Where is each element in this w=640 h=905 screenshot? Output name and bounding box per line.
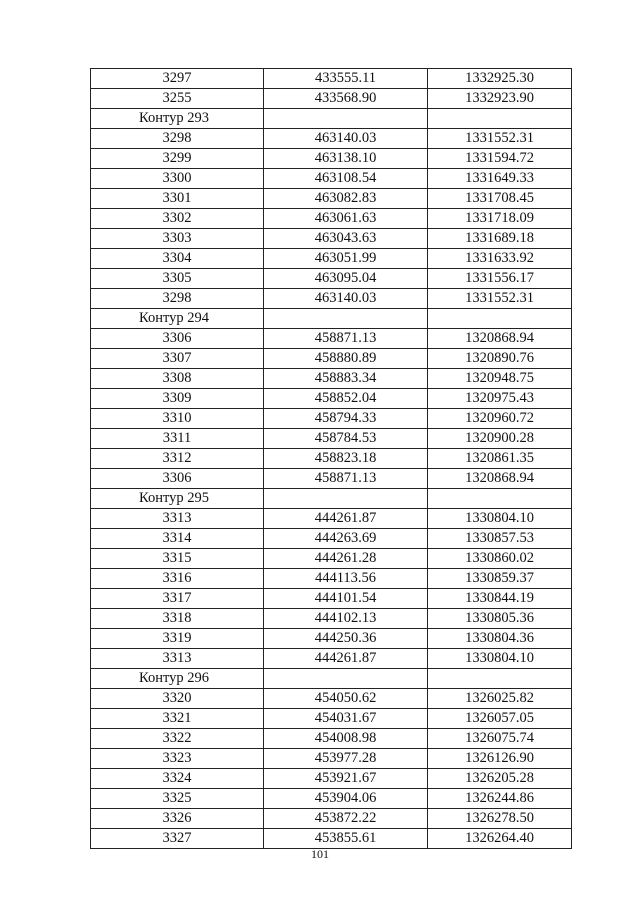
x-coordinate-cell: 458880.89 — [264, 349, 428, 369]
x-coordinate-cell: 458794.33 — [264, 409, 428, 429]
point-number-cell: 3309 — [91, 389, 264, 409]
y-coordinate-cell: 1320890.76 — [428, 349, 572, 369]
contour-label: Контур 295 — [91, 489, 264, 509]
y-coordinate-cell: 1330859.37 — [428, 569, 572, 589]
x-coordinate-cell: 458852.04 — [264, 389, 428, 409]
x-coordinate-cell: 458883.34 — [264, 369, 428, 389]
point-number-cell: 3318 — [91, 609, 264, 629]
point-number-cell: 3320 — [91, 689, 264, 709]
y-coordinate-cell: 1331708.45 — [428, 189, 572, 209]
x-coordinate-cell: 463140.03 — [264, 289, 428, 309]
x-coordinate-cell: 463061.63 — [264, 209, 428, 229]
y-coordinate-cell: 1326205.28 — [428, 769, 572, 789]
point-number-cell: 3313 — [91, 509, 264, 529]
y-coordinate-cell: 1330860.02 — [428, 549, 572, 569]
point-number-cell: 3312 — [91, 449, 264, 469]
x-coordinate-cell: 433555.11 — [264, 69, 428, 89]
y-coordinate-cell: 1320861.35 — [428, 449, 572, 469]
empty-cell — [428, 309, 572, 329]
table-row — [91, 169, 572, 189]
contour-label: Контур 294 — [91, 309, 264, 329]
table-row — [91, 829, 572, 849]
point-number-cell: 3298 — [91, 129, 264, 149]
x-coordinate-cell: 444113.56 — [264, 569, 428, 589]
table-row — [91, 429, 572, 449]
x-coordinate-cell: 453872.22 — [264, 809, 428, 829]
x-coordinate-cell: 463082.83 — [264, 189, 428, 209]
table-row — [91, 329, 572, 349]
y-coordinate-cell: 1331649.33 — [428, 169, 572, 189]
table-row — [91, 509, 572, 529]
y-coordinate-cell: 1330844.19 — [428, 589, 572, 609]
contour-header-row — [91, 669, 572, 689]
x-coordinate-cell: 454050.62 — [264, 689, 428, 709]
point-number-cell: 3299 — [91, 149, 264, 169]
table-row — [91, 529, 572, 549]
table-row — [91, 89, 572, 109]
y-coordinate-cell: 1332923.90 — [428, 89, 572, 109]
point-number-cell: 3300 — [91, 169, 264, 189]
table-row — [91, 129, 572, 149]
coordinates-table-body — [91, 69, 572, 849]
table-row — [91, 709, 572, 729]
contour-header-row — [91, 309, 572, 329]
empty-cell — [428, 489, 572, 509]
y-coordinate-cell: 1320948.75 — [428, 369, 572, 389]
point-number-cell: 3306 — [91, 329, 264, 349]
x-coordinate-cell: 454008.98 — [264, 729, 428, 749]
contour-header-row — [91, 489, 572, 509]
page-number: 101 — [311, 847, 329, 861]
point-number-cell: 3302 — [91, 209, 264, 229]
empty-cell — [428, 109, 572, 129]
table-row — [91, 729, 572, 749]
table-row — [91, 349, 572, 369]
x-coordinate-cell: 444261.87 — [264, 649, 428, 669]
point-number-cell: 3308 — [91, 369, 264, 389]
y-coordinate-cell: 1326244.86 — [428, 789, 572, 809]
y-coordinate-cell: 1326057.05 — [428, 709, 572, 729]
table-row — [91, 589, 572, 609]
table-row — [91, 569, 572, 589]
y-coordinate-cell: 1326264.40 — [428, 829, 572, 849]
x-coordinate-cell: 444261.87 — [264, 509, 428, 529]
point-number-cell: 3316 — [91, 569, 264, 589]
y-coordinate-cell: 1332925.30 — [428, 69, 572, 89]
table-row — [91, 749, 572, 769]
y-coordinate-cell: 1320960.72 — [428, 409, 572, 429]
contour-label: Контур 293 — [91, 109, 264, 129]
table-row — [91, 149, 572, 169]
point-number-cell: 3301 — [91, 189, 264, 209]
y-coordinate-cell: 1331718.09 — [428, 209, 572, 229]
x-coordinate-cell: 463051.99 — [264, 249, 428, 269]
empty-cell — [264, 109, 428, 129]
empty-cell — [264, 309, 428, 329]
x-coordinate-cell: 458823.18 — [264, 449, 428, 469]
y-coordinate-cell: 1331633.92 — [428, 249, 572, 269]
table-row — [91, 229, 572, 249]
point-number-cell: 3313 — [91, 649, 264, 669]
table-row — [91, 629, 572, 649]
y-coordinate-cell: 1326126.90 — [428, 749, 572, 769]
x-coordinate-cell: 444250.36 — [264, 629, 428, 649]
contour-header-row — [91, 109, 572, 129]
table-row — [91, 69, 572, 89]
table-row — [91, 389, 572, 409]
x-coordinate-cell: 458871.13 — [264, 329, 428, 349]
point-number-cell: 3325 — [91, 789, 264, 809]
x-coordinate-cell: 458871.13 — [264, 469, 428, 489]
y-coordinate-cell: 1326025.82 — [428, 689, 572, 709]
point-number-cell: 3297 — [91, 69, 264, 89]
y-coordinate-cell: 1330804.10 — [428, 509, 572, 529]
y-coordinate-cell: 1330805.36 — [428, 609, 572, 629]
point-number-cell: 3315 — [91, 549, 264, 569]
x-coordinate-cell: 463095.04 — [264, 269, 428, 289]
y-coordinate-cell: 1320868.94 — [428, 329, 572, 349]
table-row — [91, 689, 572, 709]
point-number-cell: 3324 — [91, 769, 264, 789]
point-number-cell: 3311 — [91, 429, 264, 449]
point-number-cell: 3304 — [91, 249, 264, 269]
table-row — [91, 549, 572, 569]
table-row — [91, 369, 572, 389]
table-row — [91, 189, 572, 209]
table-row — [91, 249, 572, 269]
y-coordinate-cell: 1331552.31 — [428, 289, 572, 309]
y-coordinate-cell: 1320900.28 — [428, 429, 572, 449]
empty-cell — [264, 489, 428, 509]
empty-cell — [264, 669, 428, 689]
y-coordinate-cell: 1320975.43 — [428, 389, 572, 409]
x-coordinate-cell: 444101.54 — [264, 589, 428, 609]
x-coordinate-cell: 433568.90 — [264, 89, 428, 109]
x-coordinate-cell: 463043.63 — [264, 229, 428, 249]
point-number-cell: 3314 — [91, 529, 264, 549]
x-coordinate-cell: 453904.06 — [264, 789, 428, 809]
x-coordinate-cell: 453977.28 — [264, 749, 428, 769]
y-coordinate-cell: 1331556.17 — [428, 269, 572, 289]
x-coordinate-cell: 444263.69 — [264, 529, 428, 549]
table-row — [91, 469, 572, 489]
x-coordinate-cell: 453855.61 — [264, 829, 428, 849]
table-row — [91, 449, 572, 469]
x-coordinate-cell: 458784.53 — [264, 429, 428, 449]
point-number-cell: 3307 — [91, 349, 264, 369]
table-row — [91, 809, 572, 829]
table-row — [91, 269, 572, 289]
y-coordinate-cell: 1330804.10 — [428, 649, 572, 669]
y-coordinate-cell: 1331594.72 — [428, 149, 572, 169]
point-number-cell: 3322 — [91, 729, 264, 749]
table-row — [91, 289, 572, 309]
point-number-cell: 3321 — [91, 709, 264, 729]
x-coordinate-cell: 463138.10 — [264, 149, 428, 169]
point-number-cell: 3255 — [91, 89, 264, 109]
table-row — [91, 789, 572, 809]
point-number-cell: 3323 — [91, 749, 264, 769]
x-coordinate-cell: 453921.67 — [264, 769, 428, 789]
y-coordinate-cell: 1331689.18 — [428, 229, 572, 249]
table-row — [91, 209, 572, 229]
contour-label: Контур 296 — [91, 669, 264, 689]
table-row — [91, 769, 572, 789]
y-coordinate-cell: 1331552.31 — [428, 129, 572, 149]
point-number-cell: 3317 — [91, 589, 264, 609]
point-number-cell: 3326 — [91, 809, 264, 829]
point-number-cell: 3327 — [91, 829, 264, 849]
point-number-cell: 3319 — [91, 629, 264, 649]
y-coordinate-cell: 1326278.50 — [428, 809, 572, 829]
point-number-cell: 3306 — [91, 469, 264, 489]
x-coordinate-cell: 463140.03 — [264, 129, 428, 149]
point-number-cell: 3310 — [91, 409, 264, 429]
y-coordinate-cell: 1320868.94 — [428, 469, 572, 489]
table-row — [91, 649, 572, 669]
point-number-cell: 3298 — [91, 289, 264, 309]
table-row — [91, 409, 572, 429]
coordinates-table — [90, 68, 572, 849]
y-coordinate-cell: 1330857.53 — [428, 529, 572, 549]
x-coordinate-cell: 444261.28 — [264, 549, 428, 569]
y-coordinate-cell: 1330804.36 — [428, 629, 572, 649]
y-coordinate-cell: 1326075.74 — [428, 729, 572, 749]
x-coordinate-cell: 463108.54 — [264, 169, 428, 189]
x-coordinate-cell: 444102.13 — [264, 609, 428, 629]
point-number-cell: 3303 — [91, 229, 264, 249]
point-number-cell: 3305 — [91, 269, 264, 289]
empty-cell — [428, 669, 572, 689]
table-row — [91, 609, 572, 629]
x-coordinate-cell: 454031.67 — [264, 709, 428, 729]
